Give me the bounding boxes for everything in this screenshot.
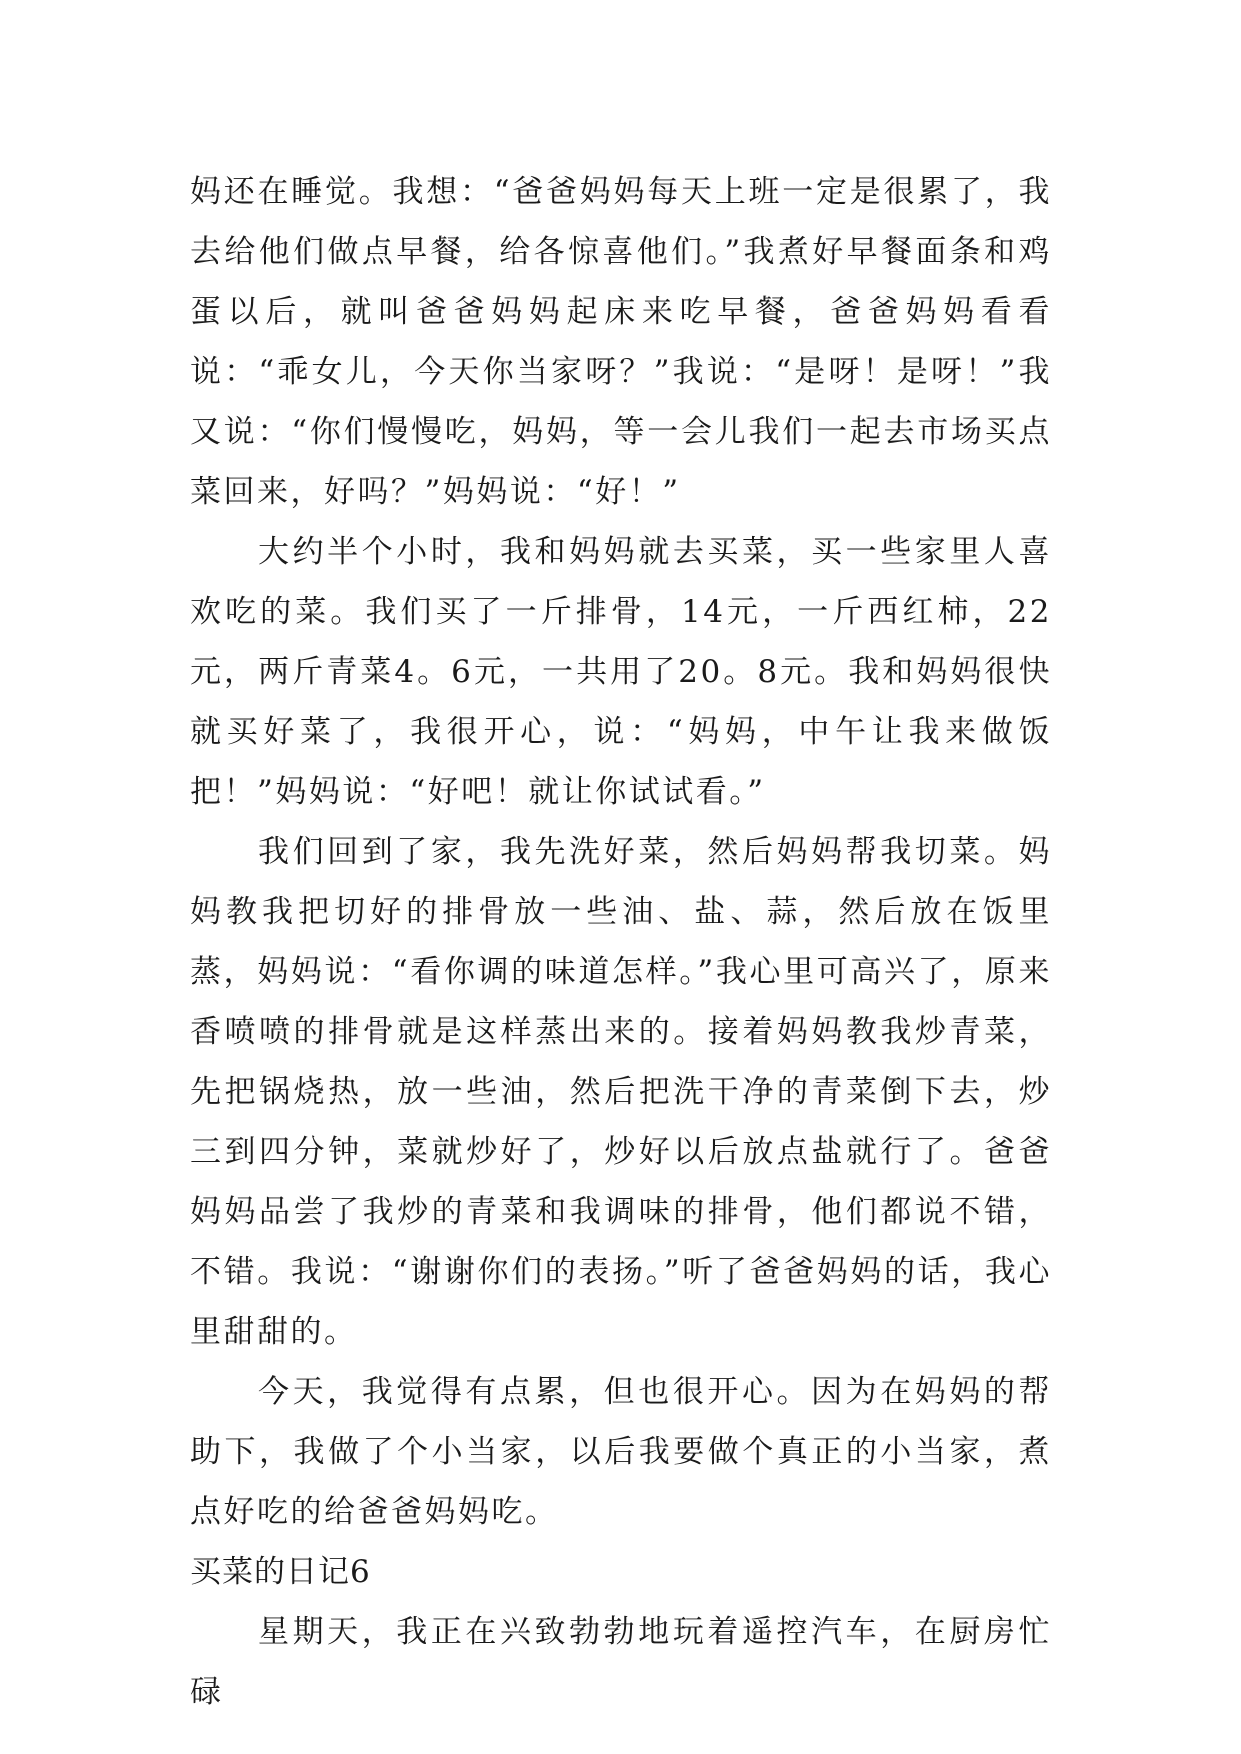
document-body (190, 162, 1052, 1722)
paragraph-4: 今天，我觉得有点累，但也很开心。因为在妈妈的帮助下，我做了个小当家，以后我要做个真正的小当家，煮点好吃的给爸爸妈妈吃。 (190, 1374, 1052, 1530)
paragraph-3: 我们回到了家，我先洗好菜，然后妈妈帮我切菜。妈妈教我把切好的排骨放一些油、盐、蒜，然后放在饭里蒸，妈妈说：“看你调的味道怎样。”我心里可高兴了，原来香喷喷的排骨就是这样蒸出来的。接着妈妈教我炒青菜，先把锅烧热，放一些油，然后把洗干净的青菜倒下去，炒三到四分钟，菜就炒好了，炒好以后放点盐就行了。爸爸妈妈品尝了我炒的青菜和我调味的排骨，他们都说不错，不错。我说：“谢谢你们的表扬。”听了爸爸妈妈的话，我心里甜甜的。 (190, 834, 1052, 1350)
paragraph-5: 星期天，我正在兴致勃勃地玩着遥控汽车，在厨房忙碌 (190, 1614, 1052, 1710)
paragraph-1: 妈还在睡觉。我想：“爸爸妈妈每天上班一定是很累了，我去给他们做点早餐，给各惊喜他们。”我煮好早餐面条和鸡蛋以后，就叫爸爸妈妈起床来吃早餐，爸爸妈妈看看说：“乖女儿，今天你当家呀？”我说：“是呀！是呀！”我又说：“你们慢慢吃，妈妈，等一会儿我们一起去市场买点菜回来，好吗？”妈妈说：“好！” (190, 174, 1052, 510)
paragraph-2: 大约半个小时，我和妈妈就去买菜，买一些家里人喜欢吃的菜。我们买了一斤排骨，14元，一斤西红柿，22元，两斤青菜4。6元，一共用了20。8元。我和妈妈很快就买好菜了，我很开心，说：“妈妈，中午让我来做饭把！”妈妈说：“好吧！就让你试试看。” (190, 534, 1052, 810)
section-heading: 买菜的日记6 (190, 1554, 371, 1590)
